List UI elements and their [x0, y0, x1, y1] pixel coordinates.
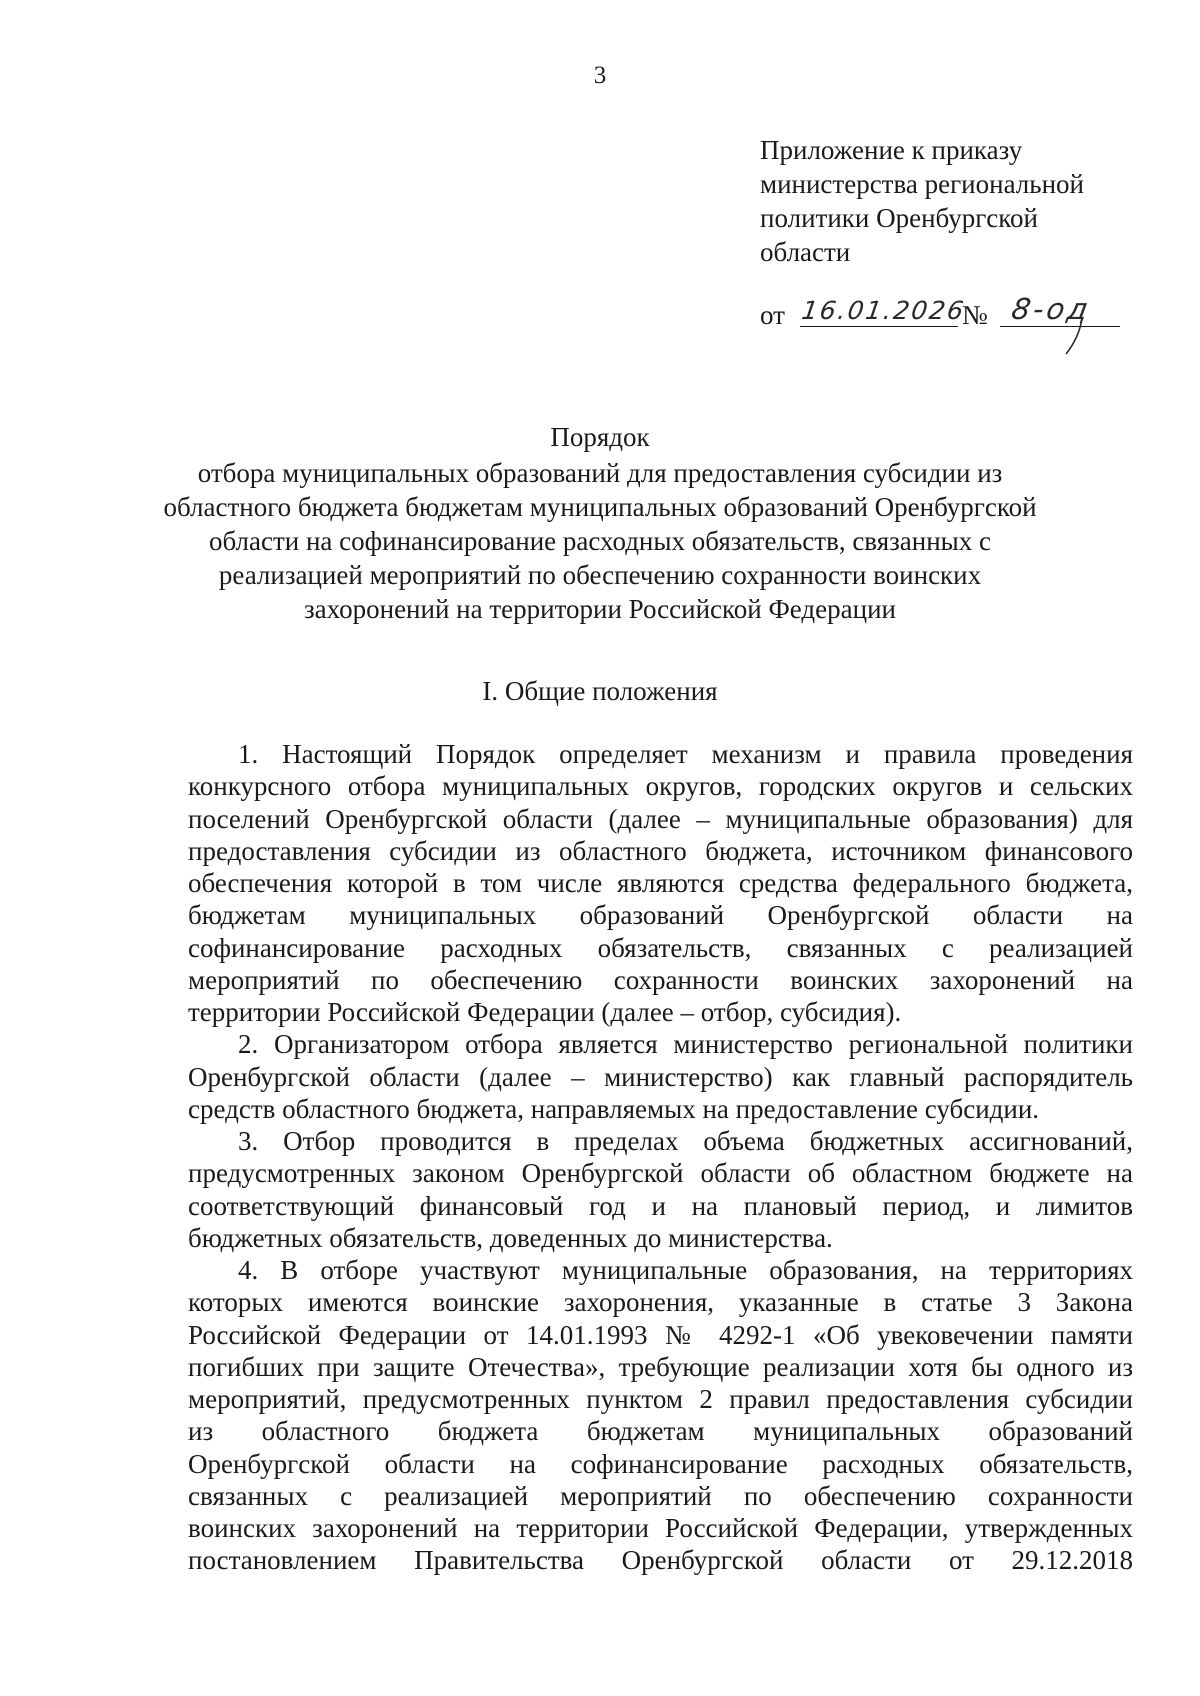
body-line: предусмотренных законом Оренбургской области об областном бюджете на [188, 1158, 1133, 1189]
appendix-line: Приложение к приказу [760, 135, 1023, 165]
appendix-line: политики Оренбургской [760, 203, 1038, 233]
body-line: территории Российской Федерации (далее – отбор, субсидия). [188, 997, 902, 1027]
title-heading: Порядок [550, 422, 650, 452]
body-line: Оренбургской области на софинансирование расходных обязательств, [188, 1448, 1133, 1479]
document-title [150, 420, 1050, 626]
section-heading: I. Общие положения [482, 676, 718, 706]
order-reference [760, 292, 1180, 370]
body-line: 1. Настоящий Порядок определяет механизм и правила проведения [238, 739, 1133, 769]
body-line: бюджетных обязательств, доведенных до министерства. [188, 1222, 833, 1253]
body-line: соответствующий финансовый год и на плановый период, и лимитов [188, 1190, 1133, 1221]
title-subtitle-line: области на софинансирование расходных обязательств, связанных с [208, 526, 992, 556]
title-subtitle-line: отбора муниципальных образований для предоставления субсидии из [197, 458, 1003, 488]
body-line: обеспечения которой в том числе являются средства федерального бюджета, [188, 868, 1133, 898]
body-line: Российской Федерации от 14.01.1993 № 4292-1 «Об увековечении памяти [188, 1319, 1133, 1350]
order-number-handwritten: 8-од [1009, 292, 1094, 326]
body-line: из областного бюджета бюджетам муниципальных образований [188, 1416, 1133, 1447]
order-number-label: № [962, 300, 988, 330]
page-number: 3 [593, 62, 607, 89]
body-line: средств областного бюджета, направляемых на предоставление субсидии. [188, 1093, 1040, 1124]
body-line: конкурсного отбора муниципальных округов, городских округов и сельских [188, 771, 1133, 802]
body-line: воинских захоронений на территории Российской Федерации, утвержденных [188, 1513, 1133, 1543]
body-line: поселений Оренбургской области (далее – муниципальные образования) для [188, 803, 1133, 834]
appendix-block [760, 133, 1160, 269]
body-line: 4. В отборе участвуют муниципальные образования, на территориях [238, 1255, 1133, 1285]
order-date-underline [800, 326, 958, 327]
title-subtitle-line: захоронений на территории Российской Федерации [304, 594, 896, 624]
body-line: постановлением Правительства Оренбургской области от 29.12.2018 [188, 1545, 1133, 1576]
body-line: связанных с реализацией мероприятий по обеспечению сохранности [188, 1480, 1133, 1511]
title-subtitle-line: реализацией мероприятий по обеспечению сохранности воинских [218, 560, 982, 590]
body-line: которых имеются воинские захоронения, указанные в статье 3 Закона [188, 1287, 1133, 1318]
body-line: мероприятий по обеспечению сохранности воинских захоронений на [188, 964, 1133, 995]
body-line: мероприятий, предусмотренных пунктом 2 правил предоставления субсидии [188, 1384, 1133, 1414]
body-line: предоставления субсидии из областного бюджета, источником финансового [188, 835, 1133, 866]
body-line: софинансирование расходных обязательств, связанных с реализацией [188, 932, 1133, 963]
title-subtitle-line: областного бюджета бюджетам муниципальных образований Оренбургской [163, 492, 1037, 522]
body-text [188, 738, 1133, 1577]
appendix-line: области [760, 237, 851, 267]
body-line: погибших при защите Отечества», требующие реализации хотя бы одного из [188, 1351, 1133, 1382]
appendix-line: министерства региональной [760, 169, 1084, 199]
handwriting-stroke-icon [1060, 314, 1090, 358]
order-date-label: от [760, 300, 785, 330]
body-line: 3. Отбор проводится в пределах объема бюджетных ассигнований, [238, 1126, 1133, 1156]
body-line: бюджетам муниципальных образований Оренбургской области на [188, 900, 1133, 931]
body-line: 2. Организатором отбора является министерство региональной политики [238, 1029, 1133, 1060]
order-date-handwritten: 16.01.2026 [799, 296, 968, 325]
body-line: Оренбургской области (далее – министерство) как главный распорядитель [188, 1061, 1133, 1092]
